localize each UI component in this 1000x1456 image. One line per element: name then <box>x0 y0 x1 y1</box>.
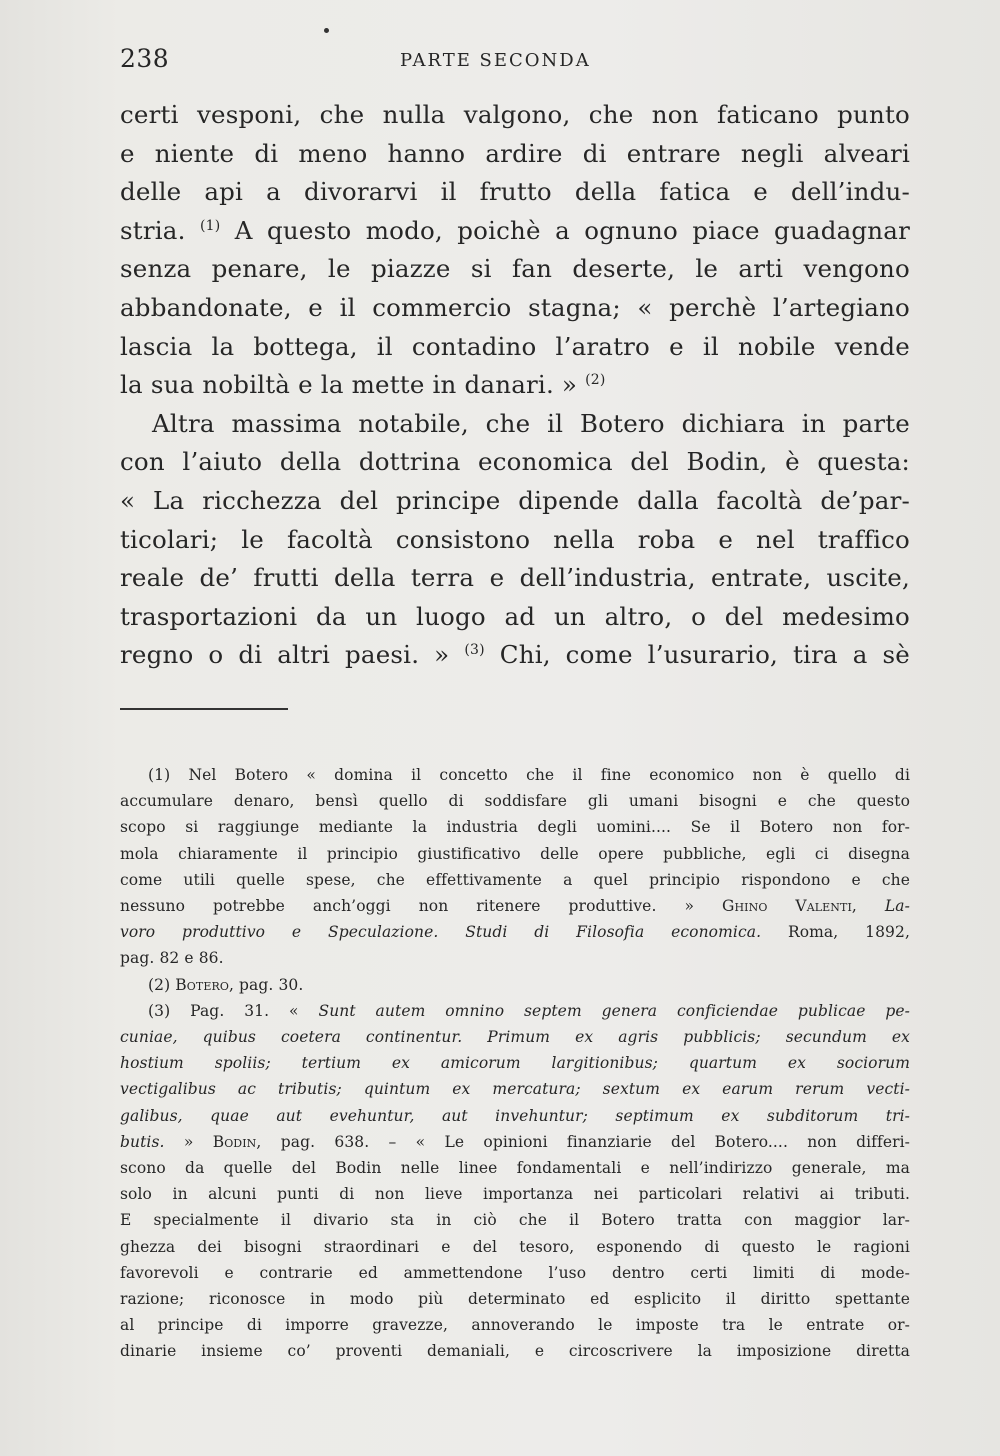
text-line: senza penare, le piazze si fan deserte, le arti vengono <box>120 254 910 284</box>
footnote-ref-3[interactable]: (3) <box>464 642 485 659</box>
text-line: delle api a divorarvi il frutto della fatica e dell’indu- <box>120 177 910 207</box>
main-text <box>120 96 910 675</box>
page-header <box>120 44 910 78</box>
footnote-3-line: razione; riconosce in modo più determinato ed esplicito il diritto spettante <box>120 1290 910 1309</box>
text-line: ticolari; le facoltà consistono nella roba e nel traffico <box>120 524 910 554</box>
print-speck <box>324 28 329 33</box>
footnote-ref-2[interactable]: (2) <box>585 372 606 389</box>
footnote-3-line: galibus, quae aut evehuntur, aut invehuntur; septimum ex subditorum tri- <box>120 1106 910 1125</box>
text-line: « La ricchezza del principe dipende dalla facoltà de’par- <box>120 485 910 515</box>
author-name: Botero, <box>175 975 234 994</box>
footnote-3-line: scono da quelle del Bodin nelle linee fondamentali e nell’indirizzo generale, ma <box>120 1159 910 1178</box>
latin-quote: butis. <box>120 1132 165 1151</box>
text-line <box>120 636 910 675</box>
footnote-3-line: dinarie insieme co’ proventi demaniali, e circoscrivere la imposizione diretta <box>120 1342 910 1361</box>
footnote-1-line <box>120 893 910 919</box>
footnote-3-line: solo in alcuni punti di non lieve importanza nei particolari relativi ai tributi. <box>120 1185 910 1204</box>
text-fragment: Chi, come l’usurario, tira a sè <box>499 640 911 670</box>
text-line: e niente di meno hanno ardire di entrare negli alveari <box>120 138 910 168</box>
latin-quote: Sunt autem omnino septem genera conficiendae publicae pe- <box>318 1001 910 1020</box>
text-line <box>120 366 910 405</box>
footnote-1-line: mola chiaramente il principio giustificativo delle opere pubbliche, egli ci disegna <box>120 844 910 863</box>
footnote-1-line: accumulare denaro, bensì quello di soddisfare gli umani bisogni e che questo <box>120 792 910 811</box>
footnote-separator <box>120 708 288 710</box>
text-fragment: pag. 30. <box>239 975 304 994</box>
footnote-3-line: cuniae, quibus coetera continentur. Primum ex agris pubblicis; secundum ex <box>120 1028 910 1047</box>
footnote-3-line: vectigalibus ac tributis; quintum ex mercatura; sextum ex earum rerum vecti- <box>120 1080 910 1099</box>
text-line: abbandonate, e il commercio stagna; « perchè l’artegiano <box>120 292 910 322</box>
text-fragment: pag. 638. – « Le opinioni finanziarie del Botero.... non differi- <box>280 1132 911 1151</box>
text-fragment: A questo modo, poichè a ognuno piace guadagnar <box>234 215 910 245</box>
text-line: lascia la bottega, il contadino l’aratro e il nobile vende <box>120 331 910 361</box>
page-number: 238 <box>120 44 170 73</box>
text-fragment: » <box>183 1132 194 1151</box>
running-head: PARTE SECONDA <box>400 50 591 71</box>
footnote-1-line: (1) Nel Botero « domina il concetto che il fine economico non è quello di <box>148 766 910 784</box>
footnote-3-line: favorevoli e contrarie ed ammettendone l’uso dentro certi limiti di mode- <box>120 1263 910 1282</box>
footnote-3-line: ghezza dei bisogni straordinari e del tesoro, esponendo di questo le ragioni <box>120 1237 910 1256</box>
text-line <box>120 212 910 251</box>
text-line: certi vesponi, che nulla valgono, che non faticano punto <box>120 100 910 129</box>
book-title: voro produttivo e Speculazione. Studi di Filosofia economica. <box>120 923 762 942</box>
text-line: trasportazioni da un luogo ad un altro, o del medesimo <box>120 601 910 631</box>
text-line: Altra massima notabile, che il Botero dichiara in parte <box>152 408 910 438</box>
text-fragment: stria. <box>120 215 186 245</box>
footnote-3-line <box>120 998 910 1024</box>
text-fragment: La- <box>884 897 910 916</box>
footnote-1-line: scopo si raggiunge mediante la industria degli uomini.... Se il Botero non for- <box>120 818 910 837</box>
footnote-1-line: pag. 82 e 86. <box>120 949 224 968</box>
text-fragment: nessuno potrebbe anch’oggi non ritenere produttive. » <box>120 897 695 916</box>
text-line: reale de’ frutti della terra e dell’industria, entrate, uscite, <box>120 563 910 593</box>
text-fragment: (2) <box>148 975 171 994</box>
author-name: Bodin, <box>212 1132 262 1151</box>
footnote-3-line: hostium spoliis; tertium ex amicorum largitionibus; quartum ex sociorum <box>120 1054 910 1073</box>
footnote-1-line <box>120 919 910 945</box>
footnote-1-line: come utili quelle spese, che effettivamente a quel principio rispondono e che <box>120 870 910 889</box>
text-fragment: Roma, 1892, <box>787 923 910 942</box>
footnote-3-line: al principe di imporre gravezze, annoverando le imposte tra le entrate or- <box>120 1316 910 1335</box>
footnotes <box>120 762 910 1365</box>
footnote-3-line <box>120 1129 910 1155</box>
text-fragment: la sua nobiltà e la mette in danari. » <box>120 370 578 400</box>
footnote-3-line: E specialmente il divario sta in ciò che il Botero tratta con maggior lar- <box>120 1211 910 1230</box>
text-fragment: (3) Pag. 31. « <box>148 1001 299 1020</box>
text-fragment: regno o di altri paesi. » <box>120 640 450 670</box>
footnote-2-line <box>120 972 910 998</box>
footnote-ref-1[interactable]: (1) <box>199 217 221 234</box>
text-line: con l’aiuto della dottrina economica del Bodin, è questa: <box>120 447 910 477</box>
author-name: Ghino Valenti, <box>722 897 857 916</box>
